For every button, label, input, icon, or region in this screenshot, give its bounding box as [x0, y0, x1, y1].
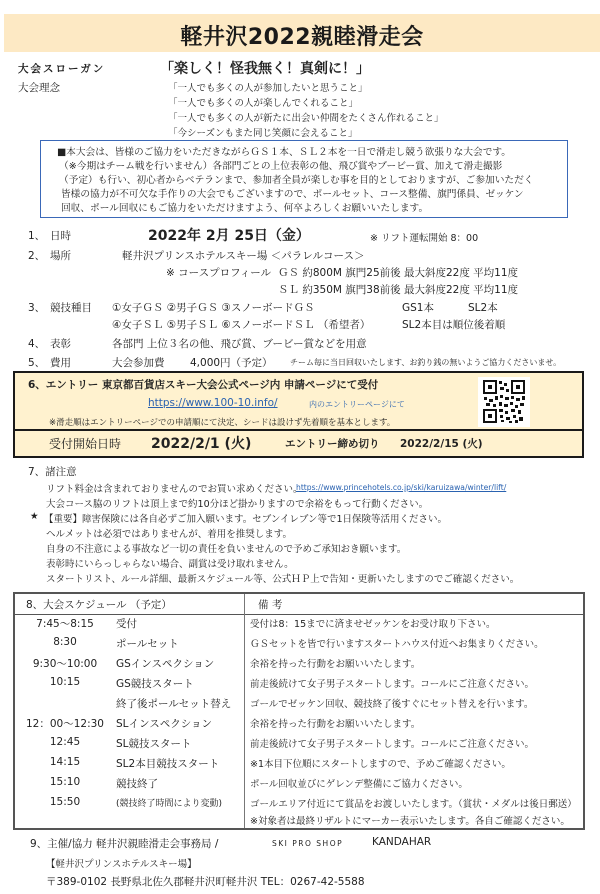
schedule-row — [15, 776, 583, 796]
item-number: 5、 — [28, 357, 46, 369]
events-line: ④女子ＳＬ ⑤男子ＳＬ ⑥スノーボードＳＬ （希望者） — [112, 319, 371, 331]
entry-order-note: ※滑走順はエントリーページでの申請順にて決定、シードは設けず先着順を基本とします。 — [49, 418, 396, 428]
schedule-event: 受付 — [116, 618, 137, 630]
schedule-time: 12：00～12:30 — [26, 718, 104, 730]
schedule-time: 12:45 — [49, 736, 81, 748]
intro-line: （※今期はチーム戦を行いません）各部門ごとの上位表彰の他、飛び賞やブービー賞、加えて滑走撮影 — [59, 161, 503, 172]
schedule-note: ※1本目下位順にスタートしますので、予めご確認ください。 — [250, 759, 511, 770]
awards-value: 各部門 上位３名の他、飛び賞、ブービー賞などを用意 — [112, 338, 367, 350]
schedule-time: 9:30～10:00 — [32, 658, 98, 670]
schedule-row — [15, 636, 583, 656]
shop-name: KANDAHAR — [372, 836, 432, 848]
schedule-time: 10:15 — [49, 676, 81, 688]
item-number: 2、 — [28, 250, 46, 262]
schedule-row — [15, 813, 583, 833]
events-line: ①女子ＧＳ ②男子ＧＳ ③スノーボードＧＳ — [112, 302, 315, 314]
intro-line: ■本大会は、皆様のご協力をいただきながらＧＳ１本、ＳＬ２本を一日で滑走し競う欲張りな大会です。 — [57, 147, 511, 158]
entry-start-label: 受付開始日時 — [49, 437, 122, 451]
gs-runs: GS1本 — [402, 302, 434, 314]
fee-name: 大会参加費 — [112, 357, 165, 369]
entry-url-suffix: 内のエントリーページにて — [309, 400, 405, 409]
star-icon: ★ — [30, 511, 39, 522]
lift-start-note: ※ リフト運転開始 8：00 — [370, 233, 479, 244]
schedule-time: 15:50 — [49, 796, 81, 808]
notes-line: スタートリスト、ルール詳細、最新スケジュール等、公式ＨＰ上で告知・更新いたしますのでご確認ください。 — [46, 574, 520, 585]
schedule-event: 終了後ポールセット替え — [116, 698, 232, 710]
schedule-time: 8:30 — [53, 636, 77, 648]
notes-line: リフト料金は含まれておりませんのでお買い求めください。 — [46, 484, 303, 495]
philosophy-line: 「一人でも多くの人が新たに出会い仲間をたくさん作れること」 — [168, 113, 444, 124]
notes-line: 自身の不注意による事故など一切の責任を負いませんので予めご承知おき願います。 — [46, 544, 407, 555]
venue-name: 【軽井沢プリンスホテルスキー場】 — [46, 859, 197, 870]
shop-label: SKI PRO SHOP — [272, 839, 344, 848]
datetime-label: 日時 — [50, 230, 71, 242]
schedule-event: SL2本目競技スタート — [116, 758, 220, 770]
schedule-event: SL競技スタート — [116, 738, 192, 750]
schedule-note: 前走後続けて女子男子スタートします。コールにご注意ください。 — [250, 739, 535, 750]
title-banner — [4, 14, 600, 52]
events-label: 競技種目 — [50, 302, 92, 314]
organizer-heading: 9、主催/協力 軽井沢親睦滑走会事務局 / — [30, 838, 219, 850]
notes-line-important: 【重要】障害保険には各自必ずご加入願います。セブンイレブン等で1日保険等活用ください。 — [44, 514, 448, 525]
remarks-heading: 備 考 — [258, 599, 283, 611]
item-number: 4、 — [28, 338, 46, 350]
fee-amount: 4,000円（予定） — [190, 357, 273, 369]
schedule-note: ゴールエリア付近にて賞品をお渡しいたします。（賞状・メダルは後日郵送） — [250, 799, 577, 810]
page-title: 軽井沢2022親睦滑走会 — [180, 25, 424, 50]
schedule-note: 前走後続けて女子男子スタートします。コールにご注意ください。 — [250, 679, 535, 690]
schedule-row — [15, 676, 583, 696]
slogan-text: 「楽しく！怪我無く！真剣に！」 — [160, 61, 370, 77]
fee-note: チーム毎に当日回収いたします、お釣り銭の無いようご協力くださいませ。 — [290, 358, 562, 367]
schedule-heading: 8、大会スケジュール （予定） — [26, 599, 172, 611]
event-date: 2022年 2月 25日（金） — [148, 228, 310, 244]
slogan-label: 大会スローガン — [18, 63, 106, 75]
entry-heading: 6、エントリー 東京都百貨店スキー大会公式ページ内 申請ページにて受付 — [28, 379, 379, 391]
schedule-note: ＧＳセットを皆で行いますスタートハウス付近へお集まりください。 — [250, 639, 544, 650]
sl-order-note: SL2本目は順位後着順 — [402, 319, 506, 331]
notes-line: ヘルメットは必須ではありませんが、着用を推奨します。 — [46, 529, 292, 540]
course-profile-gs: ＧＳ 約800M 旗門25前後 最大斜度22度 平均11度 — [278, 267, 519, 279]
schedule-row — [15, 756, 583, 776]
schedule-note: ※対象者は最終リザルトにマーカー表示いたします。各自ご確認ください。 — [250, 816, 570, 827]
philosophy-line: 「一人でも多くの人が参加したいと思うこと」 — [168, 83, 368, 94]
schedule-note: 受付は8：15までに済ませゼッケンをお受け取り下さい。 — [250, 619, 496, 630]
schedule-time: 15:10 — [49, 776, 81, 788]
place-value: 軽井沢プリンスホテルスキー場 ＜パラレルコース＞ — [122, 250, 365, 262]
schedule-event: GSインスペクション — [116, 658, 215, 670]
schedule-time: 7:45～8:15 — [36, 618, 94, 630]
schedule-event: GS競技スタート — [116, 678, 194, 690]
notes-line: 大会コース脇のリフトは頂上まで約10分ほど掛かりますので余裕をもって行動ください。 — [46, 499, 429, 510]
course-profile-sl: ＳＬ 約350M 旗門38前後 最大斜度22度 平均11度 — [278, 284, 519, 296]
philosophy-line: 「今シーズンもまた同じ笑顔に会えること」 — [168, 128, 358, 139]
lift-info-link[interactable]: https://www.princehotels.co.jp/ski/karuizawa/winter/lift/ — [296, 483, 507, 492]
schedule-row — [15, 696, 583, 716]
venue-address: 〒389-0102 長野県北佐久郡軽井沢町軽井沢 TEL：0267-42-5588 — [46, 876, 365, 888]
course-profile-label: ※ コースプロフィール — [166, 267, 272, 279]
notes-line: 表彰時にいらっしゃらない場合、副賞は受け取れません。 — [46, 559, 294, 570]
sl-runs: SL2本 — [468, 302, 498, 314]
intro-box — [40, 140, 568, 218]
entry-box — [13, 371, 584, 458]
schedule-row — [15, 656, 583, 676]
notes-heading: 7、諸注意 — [28, 466, 77, 478]
schedule-event: ポールセット — [116, 638, 179, 650]
entry-url-link[interactable]: https://www.100-10.info/ — [148, 397, 278, 409]
schedule-note: 余裕を持った行動をお願いいたします。 — [250, 659, 421, 670]
item-number: 1、 — [28, 230, 46, 242]
fee-label: 費用 — [50, 357, 71, 369]
item-number: 3、 — [28, 302, 46, 314]
entry-start-date: 2022/2/1 (火) — [151, 436, 252, 452]
philosophy-label: 大会理念 — [18, 82, 60, 94]
schedule-note: 余裕を持った行動をお願いいたします。 — [250, 719, 421, 730]
schedule-event: (競技終了時間により変動) — [116, 799, 223, 809]
schedule-header — [15, 594, 583, 615]
intro-line: 皆様の協力が不可欠な手作りの大会でもございますので、ポールセット、コース整備、旗門係員、ゼッケン — [61, 189, 524, 200]
schedule-table — [13, 592, 585, 830]
schedule-row — [15, 716, 583, 736]
schedule-row — [15, 736, 583, 756]
intro-line: （予定）も行い、初心者からベテランまで、参加者全員が楽しむ事を目的としておりますが、ご参加いただく — [59, 175, 534, 186]
schedule-event: 競技終了 — [116, 778, 158, 790]
philosophy-line: 「一人でも多くの人が楽しんでくれること」 — [168, 98, 359, 109]
qr-code-icon[interactable] — [478, 377, 530, 427]
schedule-time: 14:15 — [49, 756, 81, 768]
intro-line: 回収、ポール回収にもご協力をいただけますよう、何卒よろしくお願いいたします。 — [61, 203, 429, 214]
entry-deadline-date: 2022/2/15 (火) — [400, 438, 483, 450]
awards-label: 表彰 — [50, 338, 71, 350]
entry-divider — [15, 429, 582, 431]
schedule-note: ゴールでゼッケン回収、競技終了後すぐにセット替えを行います。 — [250, 699, 534, 710]
place-label: 場所 — [50, 250, 71, 262]
schedule-event: SLインスペクション — [116, 718, 212, 730]
schedule-note: ポール回収並びにゲレンデ整備にご協力ください。 — [250, 779, 468, 790]
schedule-row — [15, 616, 583, 636]
entry-deadline-label: エントリー締め切り — [285, 438, 380, 450]
